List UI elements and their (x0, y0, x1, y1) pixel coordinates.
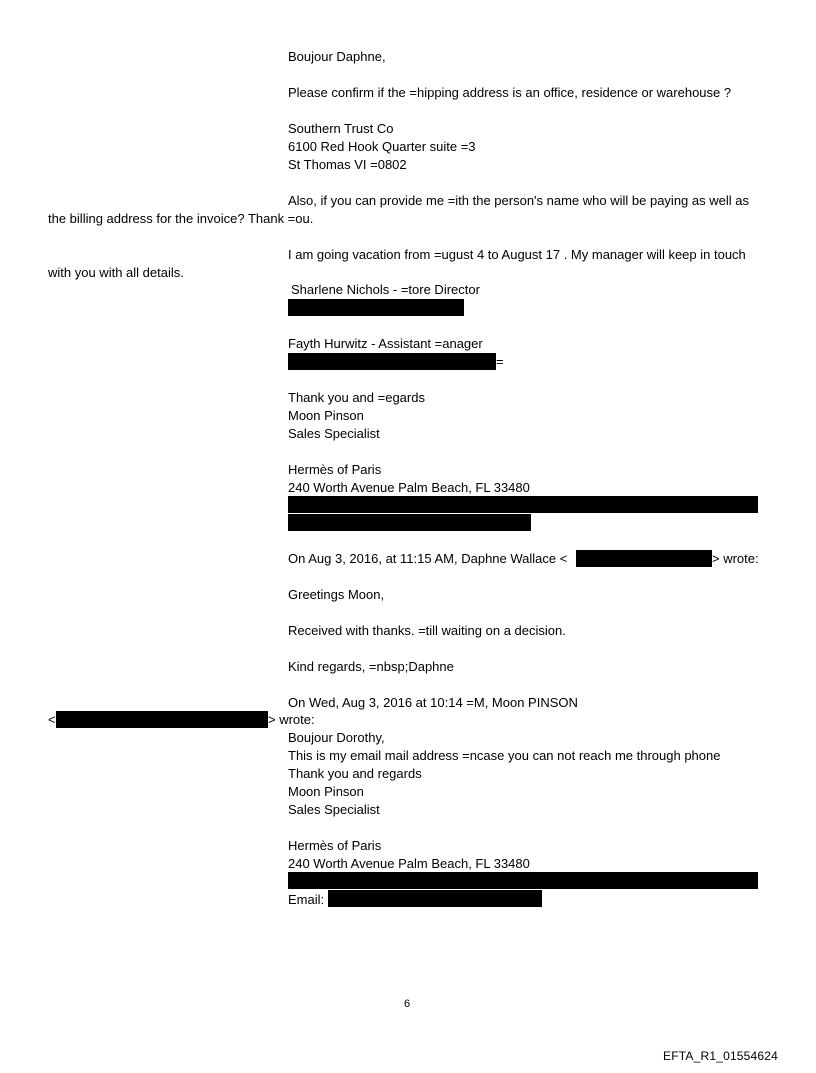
redaction-bar (288, 496, 758, 513)
vacation-line-1: I am going vacation from =ugust 4 to August 17 . My manager will keep in touch (288, 247, 746, 262)
redaction-bar (328, 890, 542, 907)
store-address: 240 Worth Avenue Palm Beach, FL 33480 (288, 480, 530, 495)
document-id: EFTA_R1_01554624 (663, 1049, 779, 1063)
also-line-1: Also, if you can provide me =ith the person's name who will be paying as well as (288, 193, 749, 208)
contact-suffix: = (496, 354, 504, 369)
store-name: Hermès of Paris (288, 838, 382, 853)
redaction-bar (288, 514, 531, 531)
redaction-bar (576, 550, 712, 567)
orig-line: Thank you and regards (288, 766, 422, 781)
page-number: 6 (404, 998, 411, 1010)
reply-signoff: Kind regards, =nbsp;Daphne (288, 659, 454, 674)
store-address: 240 Worth Avenue Palm Beach, FL 33480 (288, 856, 530, 871)
redaction-bar (56, 711, 268, 728)
reply-header-suffix: > wrote: (712, 551, 759, 566)
address-line: 6100 Red Hook Quarter suite =3 (288, 139, 476, 154)
orig-line: Moon Pinson (288, 784, 364, 799)
signoff-title: Sales Specialist (288, 426, 380, 441)
contact-assistant: Fayth Hurwitz - Assistant =anager (288, 336, 483, 351)
contact-director: Sharlene Nichols - =tore Director (291, 282, 480, 297)
address-line: Southern Trust Co (288, 121, 394, 136)
orig-header-suffix: > wrote: (268, 712, 315, 727)
email-label: Email: (288, 892, 325, 907)
confirm-line: Please confirm if the =hipping address is an office, residence or warehouse ? (288, 85, 732, 100)
orig-line: Sales Specialist (288, 802, 380, 817)
reply-body: Received with thanks. =till waiting on a decision. (288, 623, 566, 638)
reply-header-prefix: On Aug 3, 2016, at 11:15 AM, Daphne Wallace < (288, 551, 568, 566)
signoff-name: Moon Pinson (288, 408, 364, 423)
store-name: Hermès of Paris (288, 462, 382, 477)
signoff-line: Thank you and =egards (288, 390, 425, 405)
address-line: St Thomas VI =0802 (288, 157, 407, 172)
also-line-2: the billing address for the invoice? Thank =ou. (48, 211, 314, 226)
reply-greeting: Greetings Moon, (288, 587, 385, 602)
orig-header-line: On Wed, Aug 3, 2016 at 10:14 =M, Moon PINSON (288, 695, 578, 710)
greeting: Boujour Daphne, (288, 49, 386, 64)
redaction-bar (288, 299, 464, 316)
orig-line: Boujour Dorothy, (288, 730, 385, 745)
orig-line: This is my email mail address =ncase you can not reach me through phone (288, 748, 721, 763)
redaction-bar (288, 353, 496, 370)
vacation-line-2: with you with all details. (48, 265, 184, 280)
orig-header-prefix: < (48, 712, 56, 727)
redaction-bar (288, 872, 758, 889)
